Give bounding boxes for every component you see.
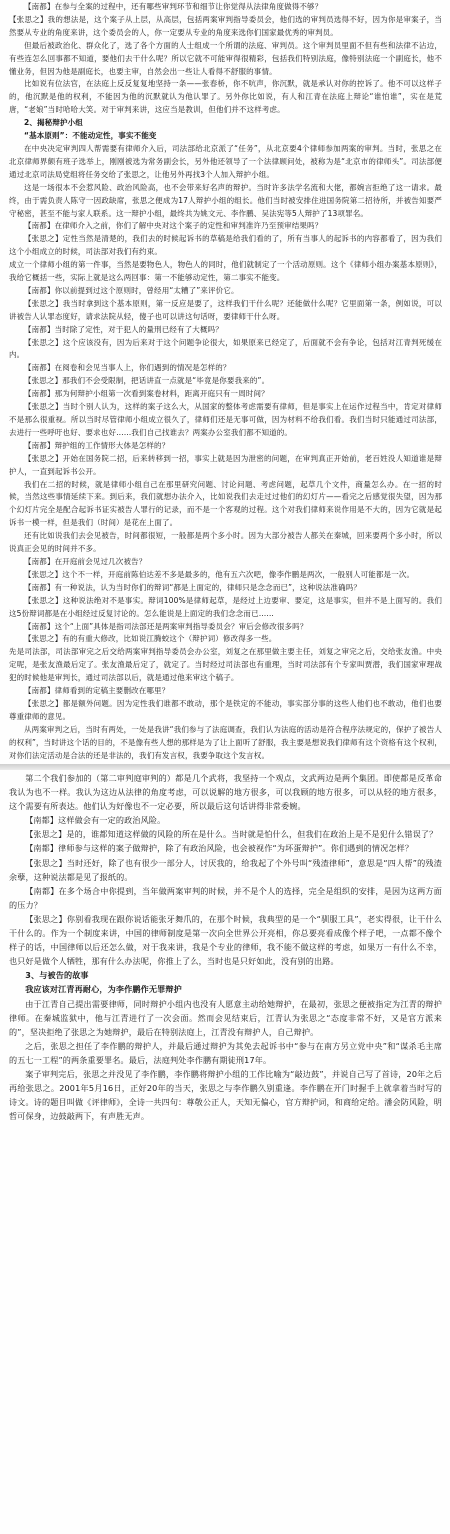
- paragraph: 成立一个律师小组的第一件事，当然是要物色人，物色人的同时，他们就制定了一个活动原则。这个《律师小组办案基本原则》，我给它概括一些，实际上就是这么两回事：第一不能够动定性，第二事实不能变。: [9, 260, 442, 283]
- paragraph: 【张思之】我当时拿到这个基本原则，第一反应是要了，这样我们干什么呢？还能做什么呢？它里面第一条，例如说，可以讲被告人认罪态度好，请求法院从轻，傻子也可以讲这句话呀，要律师干什么呀。: [9, 298, 442, 321]
- paragraph: 【张思之】开始在国务院二招，后来转移到一招，事实上就是因为泄密的问题，在审判真正开始前，老百姓没人知道谁是辩护人，一直到起诉书公开。: [9, 453, 442, 476]
- paragraph: 【张思之】你别看我现在跟你说话能张牙舞爪的，在那个时候，我典型的是一个“驯服工具”，老实得很，让干什么干什么的。作为一个制度来讲，中国的律师制度是第一次向全世界公开亮相，你总要亮看成像个样子吧，一点都不像个样子的话，中国律师以后还怎么做，对于我来讲，我是个专业的律师，我不能不做这样的考虑，如果万一有什么不幸，也只好是做个人牺牲，那有什么办法呢，你推上了么，当时也是只好如此，没有别的出路。: [9, 913, 442, 967]
- paragraph: 还有比如说我们去会见被告，时间都很短，一般都是两个多小时。因为大部分被告人都关在秦城，回来要两个多小时，所以说真正会见的时间并不多。: [9, 531, 442, 554]
- paragraph: 【南都】那为何辩护小组第一次看到案卷材料，距离开庭只有一周时间？: [24, 389, 269, 399]
- document-page-1: [0, 0, 450, 764]
- paragraph: 【南都】在参与全案的过程中，还有哪些审判环节和细节让你觉得从法律角度做得不够？: [24, 2, 323, 11]
- paragraph: 我们在二招的时候，就是律师小组自己在那里研究问题、讨论问题、考虑问题，起草几个文件，商量怎么办。在一招的时候，当然这些事情延续下来。到后来，我们就想办法介入，比如说我们去走过过他们的幻灯片——看完之后感觉很失望，因为那个幻灯片完全是配合起诉书证实被告人罪行的记录，而不是一个客观的过程。这个对我们律师来说作用是不大的，因为它就是起诉书一模一样，但是我们（时间）是花在上面了。: [9, 479, 442, 528]
- paragraph: 【南都】这个“上面”具体是指司法部还是两案审判指导委员会？审后会修改很多吗？: [24, 621, 308, 631]
- paragraph: 【张思之】这个不一样，开庭前陈伯达差不多是最多的，他有五六次吧，像李作鹏是两次，一般别人可能都是一次。: [24, 569, 415, 579]
- paragraph: 3、与被告的故事: [25, 970, 89, 981]
- paragraph: 案子审判完后，张思之并没见了李作鹏，李作鹏将辩护小组的工作比喻为“敲边鼓”，并说自己写了首诗，20年之后再给张思之。2001年5月16日，正好20年的当天，张思之与李作鹏久别重逢。李作鹏在开门时握手上就拿着当时写的诗文。诗的题目叫做《评律师》，全诗一共四句：尊敬公正人，天知无偏心，官方辩护词，和商给定给。潘会防风险，明哲可保身，边鼓敲两下，有声胜无声。: [9, 1068, 442, 1122]
- paragraph: 【张思之】这种说法绝对不是事实。辩词100%是律师起草，是经过上边要审、要定，这是事实，但并不是上面写的。我们这5份辩词都是在小组经过反复讨论的。怎么能说是上面定的我们念念而已……: [9, 595, 442, 618]
- paragraph: 【张思之】那我们不会受限制，把话讲直一点就是“毕竟是你要我来的”。: [24, 376, 270, 386]
- paragraph: 这是一场很本不会惹风险、政治风险高，也不会带来好名声的辩护。当时许多法学名流和大佬，都婉言拒绝了这一请求。最终，由于需负责人陈守一因政缺席，张思之便成为17人辩护小组的组长。他们当时被安排住进国务院第二招待所，并被告知要严守秘密，甚至不能与家人联系。这一辩护小组，最终共为姚文元、李作鹏、吴法宪等5人辩护了13项罪名。: [9, 182, 442, 218]
- paragraph: 比如说有位法官，在法庭上反反复复地坚持一条——张春桥，你不吭声，你沉默，就是承认对你的控诉了。他不可以这样子的，他沉默是他的权利，不能因为他的沉默就认为他认罪了。另外你比如说，有人和江青在法庭上辩论“谁怕谁”，实在是荒唐，“老娘”当时哈哈大笑。对于审判来讲，这应当是教训，但他们并不这样考虑。: [9, 79, 442, 115]
- paragraph: 【张思之】是的，谁都知道这样做的风险的所在是什么。当时就是怕什么，但我们在政治上是不是犯什么错误了？: [25, 829, 438, 840]
- paragraph: 【南都】当时除了定性，对于犯人的量刑已经有了大概吗？: [24, 324, 223, 334]
- paragraph: 第二个我们参加的（第二审判庭审判的）都是几个武将，我坚持一个观点，文武两边是两个集团。即使都是反革命我认为也不一样。我认为这边从法律的角度考虑，可以说解的地方很多，可以我顾的地方很多，可以从轻的地方很多，这个需要有所表达。他们认为好像也不一定必要，所以最后这句话讲得非常委婉。: [9, 773, 442, 812]
- paragraph: 【南都】在律师介入之前，你们了解中央对这个案子的定性和审判准许乃至预审结果吗？: [24, 221, 323, 231]
- paragraph: 【南都】有一种说法，认为当时你们的辩词“都是上面定的，律师只是念念而已”，这种说法准确吗？: [24, 582, 362, 592]
- document-page-2: [0, 770, 450, 1534]
- paragraph: 我应该对江青再耐心，为李作鹏作无罪辩护: [25, 984, 182, 995]
- paragraph: 【张思之】都是额外问题。因为定性我们谁都不敢动，那个是铁定的不能动，事实部分事的这些人他们也不敢动，他们也要尊重律师的意见。: [9, 698, 442, 721]
- paragraph: 【张思之】当时个别人认为，这样的案子这么大，从国家的整体考虑需要有律师，但是事实上在运作过程当中，肯定对律师不是那么很重视。所以当时尽管律师小组成立很久了，律师们还是无事可做，因为材料不给我们看。我们当时只能通过司法部，去进行一些呼吁也好、要求也好……我们自己找谁去？两案办公室我们都不知道的。: [9, 402, 442, 437]
- paragraph: 【南都】在开庭前会见过几次被告？: [24, 556, 147, 566]
- paragraph: 【南都】律师参与这样的案子做辩护，除了有政治风险，也会被视作“为坏蛋辩护”。你们遇到的情况怎样？: [25, 843, 414, 854]
- paragraph: 2、揭秘辩护小组: [24, 118, 83, 128]
- paragraph: 【南都】这样做会有一定的政治风险。: [25, 815, 166, 826]
- paragraph: 【南都】辩护组的工作情形大体是怎样的？: [24, 440, 170, 450]
- paragraph: 由于江青自己提出需要律师，同时辩护小组内也没有人愿意主动给她辩护，在最初，张思之便被指定为江青的辩护律师。在秦城监狱中，他与江青进行了一次会面。然而会见结束后，江青认为张思之“态度非常不好，又是官方派来的”，坚决拒绝了张思之为她辩护，最后在特别法庭上，江青没有辩护人，自己辩护。: [9, 998, 442, 1037]
- paragraph: 【张思之】当时还好，除了也有很少一部分人，讨厌我的，给我起了个外号叫“残渣律师”，意思是“四人帮”的残渣余孽，这种说法都是见了报纸的。: [9, 857, 442, 882]
- paragraph: 【南都】在多个场合中你提到，当年做两案审判的时候，并不是个人的选择，完全是组织的安排，是因为这两方面的压力？: [9, 885, 442, 910]
- paragraph: 但最后被政治化、群众化了，选了各个方面的人士组成一个所谓的法庭、审判员。这个审判员里面不但有些和法律不沾边，有些连怎么回事都不知道，要他们去干什么呢？所以它就不可能审得很精彩，包括我们特别法庭，像特别法庭一个副庭长，他不懂业务，但因为他是副庭长，也要主审，自然会出一些让人看得不舒服的事情。: [9, 40, 442, 76]
- paragraph: “基本原则”：不能动定性，事实不能变: [24, 131, 157, 141]
- paragraph: 在中央决定审判四人帮需要有律师介入后，司法部给北京派了“任务”，从北京要4个律师参加两案的审判。当时，张思之在北京律师界颇有班子选举上，刚刚被选为常务副会长，另外他还领导了一个法律顾问处，被称为是“北京市的律师头”。司法部便通过北京司法局党组将任务交给了张思之，让他另外再找3个人加入辩护小组。: [9, 143, 442, 179]
- paragraph: 【张思之】有的有重大修改，比如说江腾蛟这个（辩护词）修改得多一些。: [24, 634, 277, 644]
- paragraph: 【张思之】我的想法是，这个案子从上层，从高层，包括两案审判指导委员会，他们选的审判员选得不好，因为你是审案子，当然要从专业的角度来讲，这个委员会的人，你一定要从专业的角度来选你们国家最优秀的审判员。: [9, 14, 442, 37]
- paragraph: 先是司法部，司法部审完之后交给两案审判指导委员会办公室，刘复之在那里做主要主任，刘复之审完之后，交给张友渔。中央定呢，是张友渔最后定了。张友渔最后定了，就定了。当时经过司法部也有重理，当时司法部有个专家叫贾潜，我们国家审理战犯的时候他是审判长，通过司法部以后，就是通过他来审这个稿子。: [9, 647, 442, 683]
- paragraph: 【南都】律师看到的定稿主要删改在哪里？: [24, 686, 170, 696]
- paragraph: 之后，张思之担任了李作鹏的辩护人，并最后通过辩护为其免去起诉书中“参与在南方另立党中央”和“谋杀毛主席的五七一工程”的两条重要罪名。最后，法庭判处李作鹏有期徒刑17年。: [9, 1040, 442, 1065]
- paragraph: 【张思之】这个应该没有，因为后来对于这个问题争论很大，如果原来已经定了，后面就不会有争论，包括对江青判死缓在内。: [9, 337, 442, 360]
- paragraph: 【南都】你以前提到过这个原则时，曾经用“太糟了”来评价它。: [24, 285, 239, 295]
- paragraph: 【张思之】定性当然是清楚的，我们去的时候起诉书的草稿是给我们看的了，所有当事人的起诉书的内容都看了，因为我们这个小组成立的时候，司法部对我们有约束。: [9, 234, 442, 257]
- paragraph: 从两案审判之后，当时有两处，一处是我讲“我们参与了法庭调查，我们认为法庭的活动是符合程序法规定的，保护了被告人的权利”，当时讲这个话的目的，不是像有些人想的那样是为了让上面听了舒服，我主要是想说我们律师有这个资格有这个权利，对你们法定活动是合法的还是非法的，我们有发言权，我要争取这个发言权。: [9, 724, 442, 760]
- paragraph: 【南都】在阅卷和会见当事人上，你们遇到的情况是怎样的？: [24, 363, 231, 373]
